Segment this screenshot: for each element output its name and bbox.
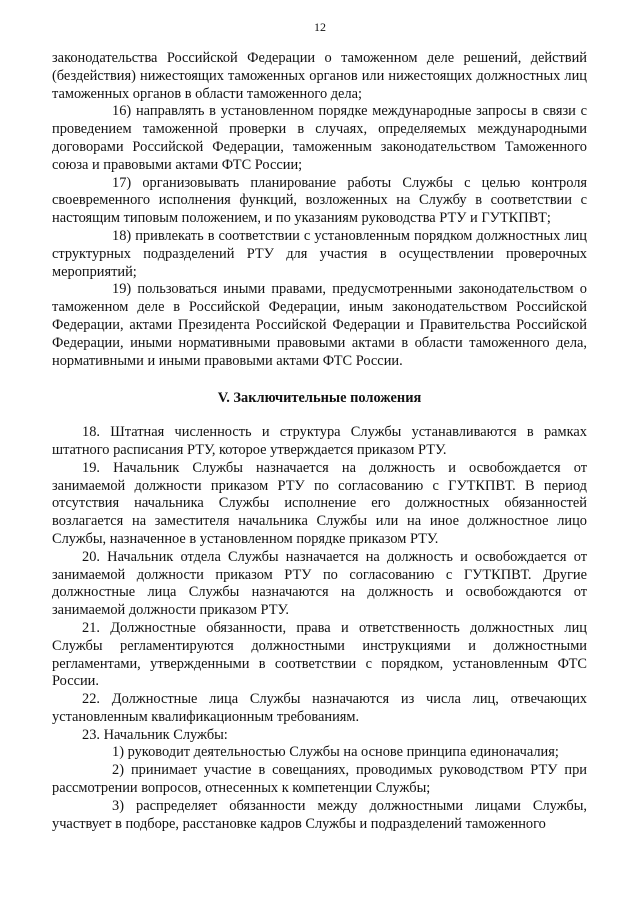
head-item-1 <box>52 744 587 762</box>
page-number: 12 <box>314 20 326 34</box>
item-text: пользоваться иными правами, предусмотренными законодательством о таможенном деле в Российской Федерации, иным законодательством Российской Федерации, актами Президента Российской Федерации и Правительства Российской Федерации, иными нормативными правовыми актами в области таможенного дела, нормативными и иными правовыми актами ФТС России. <box>52 281 587 369</box>
section-heading: V. Заключительные положения <box>217 390 422 407</box>
item-text: распределяет обязанности между должностными лицами Службы, участвует в подборе, расстановке кадров Службы и подразделений таможенного <box>52 797 587 832</box>
item-number: 18) <box>112 227 132 244</box>
rights-item-18 <box>52 228 587 281</box>
clause-18: 18. Штатная численность и структура Службы устанавливаются в рамках штатного расписания РТУ, которое утверждается приказом РТУ. <box>52 424 587 458</box>
item-text: руководит деятельностью Службы на основе принципа единоначалия; <box>127 744 559 761</box>
item-number: 19) <box>112 281 132 298</box>
item-text: направлять в установленном порядке международные запросы в связи с проведением таможенной проверки в случаях, определяемых международными договорами Российской Федерации, таможенным законодательством Таможенного союза и правовыми актами ФТС России; <box>52 103 587 173</box>
rights-item-17 <box>52 175 587 228</box>
head-item-2 <box>52 762 587 798</box>
head-item-3 <box>52 798 587 834</box>
item-number: 16) <box>112 103 132 120</box>
rights-item-19 <box>52 281 587 370</box>
clause-22: 22. Должностные лица Службы назначаются из числа лиц, отвечающих установленным квалификационным требованиям. <box>52 691 587 725</box>
clause-20: 20. Начальник отдела Службы назначается на должность и освобождается от занимаемой должности приказом РТУ по согласованию с ГУТКПВТ. Другие должностные лица Службы назначаются на должность и освобождаются от занимаемой должности приказом РТУ. <box>52 548 587 619</box>
item-text: принимает участие в совещаниях, проводимых руководством РТУ при рассмотрении вопросов, отнесенных к компетенции Службы; <box>52 762 587 797</box>
item-number: 17) <box>112 174 132 191</box>
item-text: организовывать планирование работы Службы с целью контроля своевременного исполнения функций, возложенных на Службу в соответствии с настоящим типовым положением, и по указаниям руководства РТУ и ГУТКПВТ; <box>52 174 587 227</box>
clause-19: 19. Начальник Службы назначается на должность и освобождается от занимаемой должности приказом РТУ по согласованию с ГУТКПВТ. В период отсутствия начальника Службы исполнение его должностных обязанностей возлагается на заместителя начальника Службы или на иное должностное лицо Службы, назначенное в установленном порядке приказом РТУ. <box>52 459 587 547</box>
rights-item-16 <box>52 103 587 174</box>
item-number: 1) <box>112 744 124 761</box>
document-body <box>52 50 587 833</box>
item-number: 3) <box>112 797 124 814</box>
item-number: 2) <box>112 762 124 779</box>
clause-21: 21. Должностные обязанности, права и ответственность должностных лиц Службы регламентируются должностными инструкциями и должностными регламентами, утвержденными в соответствии с порядком, установленным ФТС России. <box>52 619 587 690</box>
clause-23: 23. Начальник Службы: <box>82 726 228 743</box>
continuation-paragraph: законодательства Российской Федерации о таможенном деле решений, действий (бездействия) нижестоящих таможенных органов или нижестоящих должностных лиц таможенных органов в области таможенного дела; <box>52 50 587 102</box>
item-text: привлекать в соответствии с установленным порядком должностных лиц структурных подразделений РТУ для участия в осуществлении проверочных мероприятий; <box>52 227 587 280</box>
